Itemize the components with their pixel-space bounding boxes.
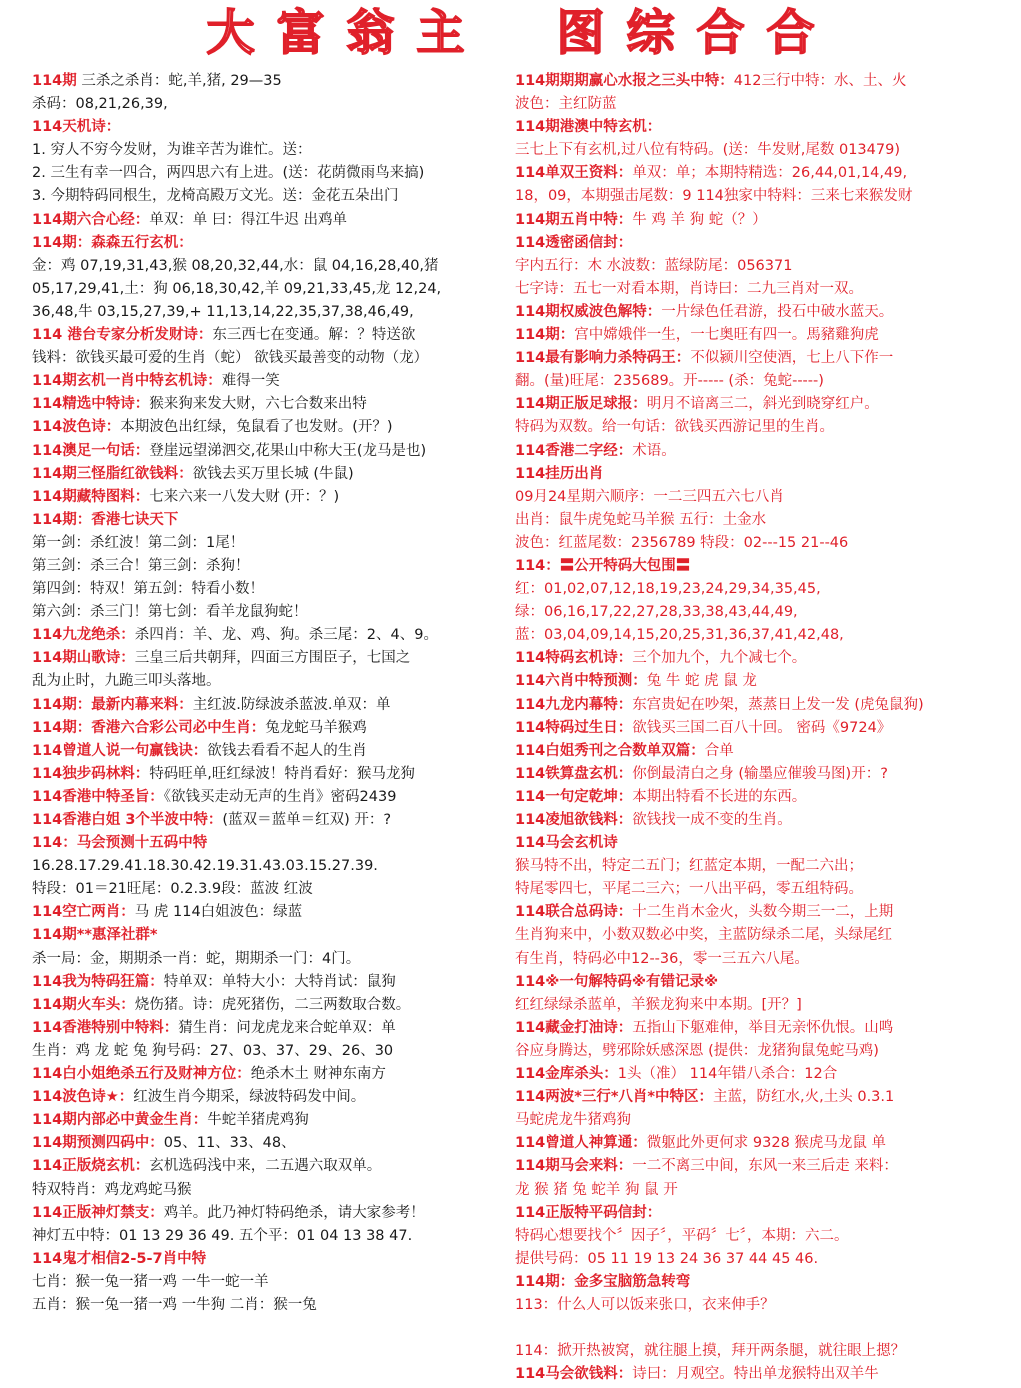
- text-line: [32, 278, 510, 301]
- line-body: 牛 鸡 羊 狗 蛇（？）: [632, 211, 767, 228]
- text-line: [32, 162, 510, 185]
- line-heading: 114期: [32, 73, 77, 89]
- text-line: [515, 555, 993, 578]
- line-body: 05,17,29,41,土：狗 06,18,30,42,羊 09,21,33,45,龙 12,24,: [32, 280, 442, 297]
- line-heading: 114特码玄机诗：: [515, 650, 633, 667]
- line-heading: 114六肖中特预测：: [515, 673, 647, 690]
- line-body: 提供号码：05 11 19 13 24 36 37 44 45 46.: [515, 1250, 819, 1267]
- line-body: 你倒最清白之身 (输墨应催骏马图)开：?: [632, 765, 888, 782]
- line-heading: 114期权威波色解特：: [515, 303, 662, 320]
- line-body: 412三行中特：水、土、火: [733, 73, 907, 89]
- line-body: 单双：单；本期特精选：26,44,01,14,49,: [632, 165, 908, 182]
- line-body: 龙 猴 猪 兔 蛇羊 狗 鼠 开: [515, 1181, 678, 1198]
- line-body: 五指山下躯难伸，举目无亲怀仇恨。山鸣: [632, 1019, 894, 1036]
- line-body: 113：什么人可以饭来张口，衣来伸手？: [515, 1296, 775, 1313]
- line-heading: 114曾道人说一句赢钱诀：: [32, 742, 208, 759]
- text-line: [515, 393, 993, 416]
- line-body: 36,48,牛 03,15,27,39,+ 11,13,14,22,35,37,38,46,49,: [32, 303, 414, 320]
- text-line: [32, 809, 510, 832]
- line-body: 一片绿色任君游，投石中破水蓝天。: [661, 303, 894, 320]
- text-line: [32, 832, 510, 855]
- text-line: [32, 1017, 510, 1040]
- text-line: [515, 463, 993, 486]
- text-line: [32, 370, 510, 393]
- line-heading: 114精选中特诗：: [32, 396, 150, 413]
- text-line: [32, 139, 510, 162]
- line-heading: 114：〓公开特码大包围〓: [515, 557, 691, 574]
- banner-char: 主: [416, 5, 465, 61]
- text-line: [32, 70, 510, 93]
- line-heading: 114波色诗：: [32, 419, 121, 436]
- text-line: [515, 809, 993, 832]
- line-body: 第四剑：特双！第五剑：特看小数！: [32, 581, 264, 598]
- line-body: 烧伤猪。诗：虎死猪伤，二三两数取合数。: [134, 996, 411, 1013]
- text-line: [515, 324, 993, 347]
- line-heading: 114特码过生日：: [515, 719, 633, 736]
- text-line: [515, 924, 993, 947]
- line-body: 红波生肖今期采，绿波特码发中间。: [133, 1089, 366, 1106]
- line-heading: 114香港白姐 3个半波中特：: [32, 812, 223, 828]
- text-line: [515, 855, 993, 878]
- line-body: 红：01,02,07,12,18,19,23,24,29,34,35,45,: [515, 581, 821, 598]
- line-body: 生肖狗来中，小数双数必中奖，主蓝防绿杀二尾，头绿尾红: [515, 927, 892, 944]
- line-heading: 114期港澳中特玄机：: [515, 119, 662, 136]
- line-body: 单双：单 曰：得江牛迟 出鸡单: [149, 211, 347, 228]
- text-line: [515, 1248, 993, 1271]
- line-body: 第六剑：杀三门！第七剑：看羊龙鼠狗蛇！: [32, 604, 308, 621]
- text-line: [515, 1063, 993, 1086]
- line-body: 主红波.防绿波杀蓝波.单双：单: [192, 696, 391, 713]
- line-body: 特单双：单特大小：大特肖试：鼠狗: [163, 973, 396, 990]
- line-heading: 114正版神灯禁支：: [32, 1204, 164, 1221]
- line-heading: 114凌旭欲钱料：: [515, 812, 633, 828]
- line-body: 鸡羊。此乃神灯特码绝杀，请大家参考！: [163, 1204, 425, 1221]
- line-body: 马蛇虎龙牛猪鸡狗: [515, 1112, 631, 1129]
- line-heading: 114天机诗：: [32, 119, 121, 136]
- text-line: [32, 1132, 510, 1155]
- line-body: 特尾零四七，平尾二三六；一八出平码，零五组特码。: [515, 881, 863, 898]
- line-body: 欲钱买三国二百八十回。 密码《9724》: [632, 719, 892, 736]
- line-body: 猴马特不出，特定二五门；红蓝定本期，一配二六出；: [515, 858, 863, 875]
- line-body: 第一剑：杀红波！第二剑：1尾！: [32, 534, 245, 551]
- line-heading: 114马会欲钱料：: [515, 1366, 633, 1383]
- text-line: [515, 717, 993, 740]
- line-body: 不似颍川空使酒，七上八下作一: [690, 350, 894, 367]
- line-heading: 114※一句解特码※有错记录※: [515, 973, 719, 990]
- text-line: [32, 416, 510, 439]
- text-line: [32, 924, 510, 947]
- line-heading: 114期**惠泽社群*: [32, 927, 158, 944]
- line-body: 有生肖，特码必中12--36，零一三五六八尾。: [515, 950, 809, 967]
- text-line: [515, 416, 993, 439]
- line-body: 本期出特看不长进的东西。: [632, 788, 807, 805]
- line-body: 特码心想要找个〞因子〞，平码〞七〞，本期：六二。: [515, 1227, 849, 1244]
- text-line: [515, 185, 993, 208]
- text-line: [32, 440, 510, 463]
- line-body: 牛蛇羊猪虎鸡狗: [207, 1112, 309, 1129]
- line-body: 1. 穷人不穷今发财，为谁辛苦为谁忙。送：: [32, 142, 312, 159]
- text-line: [32, 486, 510, 509]
- line-body: 杀四肖：羊、龙、鸡、狗。杀三尾：2、4、9。: [134, 627, 438, 644]
- text-line: [32, 717, 510, 740]
- line-body: 三七上下有玄机,过八位有特码。(送：牛发财,尾数 013479): [515, 142, 900, 159]
- text-line: [515, 1317, 993, 1340]
- line-body: 十二生肖木金火，头数今期三一二，上期: [632, 904, 894, 921]
- text-line: [32, 1109, 510, 1132]
- line-heading: 114期三怪脂红欲钱料：: [32, 465, 193, 482]
- line-body: 神灯五中特：01 13 29 36 49. 五个平：01 04 13 38 47.: [32, 1227, 413, 1244]
- line-heading: 114期：香港七诀天下: [32, 511, 179, 528]
- line-heading: 114空亡两肖：: [32, 904, 135, 921]
- text-line: [515, 786, 993, 809]
- text-line: [515, 1340, 993, 1363]
- text-line: [32, 601, 510, 624]
- line-body: (蓝双＝蓝单＝红双) 开：?: [222, 812, 392, 828]
- line-body: 第三剑：杀三合！第三剑：杀狗！: [32, 557, 250, 574]
- text-line: [515, 93, 993, 116]
- line-body: 五肖：猴一兔一猪一鸡 一牛狗 二肖：猴一兔: [32, 1296, 317, 1313]
- text-line: [515, 301, 993, 324]
- line-body: 金：鸡 07,19,31,43,猴 08,20,32,44,水：鼠 04,16,28,40,猪: [32, 257, 439, 274]
- line-body: 宇内五行：木 水波数：蓝绿防尾：056371: [515, 257, 793, 274]
- line-body: 红红绿绿杀蓝单，羊猴龙狗来中本期。[开？]: [515, 996, 802, 1013]
- line-heading: 114鬼才相信2-5-7肖中特: [32, 1250, 207, 1267]
- line-heading: 114期：金多宝脑筋急转弯: [515, 1273, 691, 1290]
- line-body: 特码为双数。给一句话：欲钱买西游记里的生肖。: [515, 419, 834, 436]
- text-line: [515, 578, 993, 601]
- line-body: 蓝：03,04,09,14,15,20,25,31,36,37,41,42,48,: [515, 627, 844, 644]
- line-heading: 114白姐秀刊之合数单双篇：: [515, 742, 705, 759]
- line-body: 马 虎 114白姐波色：绿蓝: [134, 904, 303, 921]
- text-line: [515, 1179, 993, 1202]
- text-line: [32, 347, 510, 370]
- text-line: [515, 278, 993, 301]
- text-line: [32, 670, 510, 693]
- page-banner: [0, 0, 1021, 66]
- line-heading: 114 港台专家分析发财诗：: [32, 327, 213, 344]
- text-line: [515, 209, 993, 232]
- line-heading: 114香港特别中特料：: [32, 1019, 179, 1036]
- line-heading: 114藏金打油诗：: [515, 1019, 633, 1036]
- line-heading: 114期：香港六合彩公司必中生肖：: [32, 719, 266, 736]
- line-body: 三杀之杀肖：蛇,羊,猪, 29—35: [76, 73, 282, 89]
- text-line: [32, 1063, 510, 1086]
- text-line: [32, 786, 510, 809]
- line-body: 特段：01＝21旺尾：0.2.3.9段：蓝波 红波: [32, 881, 313, 898]
- line-body: 16.28.17.29.41.18.30.42.19.31.43.03.15.27.39.: [32, 858, 378, 875]
- banner-char: 富: [276, 5, 325, 61]
- text-line: [32, 994, 510, 1017]
- text-line: [32, 116, 510, 139]
- line-heading: 114期山歌诗：: [32, 650, 135, 667]
- text-line: [515, 740, 993, 763]
- line-body: 三个加九个，九个减七个。: [632, 650, 807, 667]
- line-heading: 114马会玄机诗: [515, 835, 618, 852]
- text-line: [515, 624, 993, 647]
- line-heading: 114期预测四码中：: [32, 1135, 164, 1152]
- text-line: [515, 232, 993, 255]
- line-body: 猴来狗来发大财，六七合数来出特: [149, 396, 367, 413]
- line-heading: 114期：最新内幕来料：: [32, 696, 193, 713]
- line-body: 生肖：鸡 龙 蛇 兔 狗号码：27、03、37、29、26、30: [32, 1042, 394, 1059]
- text-line: [32, 763, 510, 786]
- text-line: [515, 370, 993, 393]
- line-heading: 114两波*三行*八肖*中特区：: [515, 1089, 714, 1106]
- line-heading: 114期火车头：: [32, 996, 135, 1013]
- banner-char: 合: [696, 5, 745, 61]
- line-heading: 114独步码林料：: [32, 765, 150, 782]
- line-body: 合单: [704, 742, 734, 759]
- line-body: 本期波色出红绿，兔鼠看了也发财。(开？): [120, 419, 393, 436]
- line-heading: 114单双王资料：: [515, 165, 633, 182]
- line-body: 翻。(量)旺尾：235689。开----- (杀：兔蛇-----): [515, 373, 824, 390]
- line-body: 波色：主红防蓝: [515, 96, 617, 113]
- text-line: [32, 509, 510, 532]
- text-line: [515, 763, 993, 786]
- text-line: [32, 93, 510, 116]
- line-body: 谷应身腾达，劈邪除妖感深恩 (提供：龙猪狗鼠兔蛇马鸡): [515, 1042, 879, 1059]
- line-heading: 114期马会来料：: [515, 1158, 633, 1175]
- text-line: [32, 1248, 510, 1271]
- line-body: 3. 今期特码同根生，龙椅高殿万文光。送：金花五朵出门: [32, 188, 399, 205]
- text-line: [515, 971, 993, 994]
- text-line: [32, 532, 510, 555]
- text-line: [32, 232, 510, 255]
- text-line: [32, 971, 510, 994]
- text-line: [515, 1294, 993, 1317]
- line-body: 兔龙蛇马羊猴鸡: [265, 719, 367, 736]
- line-body: 登崖远望涕泗交,花果山中称大王(龙马是也): [149, 442, 427, 459]
- text-line: [32, 555, 510, 578]
- text-line: [515, 139, 993, 162]
- line-heading: 114联合总码诗：: [515, 904, 633, 921]
- line-body: 09月24星期六顺序：一二三四五六七八肖: [515, 488, 784, 505]
- text-line: [515, 70, 993, 93]
- text-line: [515, 694, 993, 717]
- line-heading: 114期玄机一肖中特玄机诗：: [32, 373, 222, 390]
- line-body: 七肖：猴一兔一猪一鸡 一牛一蛇一羊: [32, 1273, 269, 1290]
- text-line: [515, 255, 993, 278]
- line-body: 诗曰：月观空。特出单龙猴特出双羊牛: [632, 1366, 879, 1383]
- line-heading: 114香港中特圣旨：: [32, 788, 164, 805]
- text-line: [32, 301, 510, 324]
- line-heading: 114期期期赢心水报之三头中特：: [515, 73, 734, 89]
- line-body: 三皇三后共朝拜，四面三方围臣子，七国之: [134, 650, 411, 667]
- line-heading: 114九龙绝杀：: [32, 627, 135, 644]
- text-line: [32, 185, 510, 208]
- line-body: 特双特肖：鸡龙鸡蛇马猴: [32, 1181, 192, 1198]
- line-body: 七字诗：五七一对看本期，肖诗曰：二九三肖对一双。: [515, 280, 863, 297]
- line-body: 杀码：08,21,26,39,: [32, 96, 168, 113]
- line-body: 欲钱去看看不起人的生肖: [207, 742, 367, 759]
- text-line: [32, 740, 510, 763]
- line-body: 微躯此外更何求 9328 猴虎马龙鼠 单: [646, 1135, 887, 1152]
- text-line: [32, 1225, 510, 1248]
- line-heading: 114一句定乾坤：: [515, 788, 633, 805]
- text-line: [515, 994, 993, 1017]
- text-line: [515, 1017, 993, 1040]
- line-heading: 114：马会预测十五码中特: [32, 835, 208, 852]
- line-heading: 114曾道人神算通：: [515, 1135, 647, 1152]
- line-heading: 114九龙内幕特：: [515, 696, 633, 713]
- text-line: [32, 209, 510, 232]
- line-heading: 114澳足一句话：: [32, 442, 150, 459]
- text-line: [515, 162, 993, 185]
- banner-char: 图: [556, 5, 605, 61]
- line-body: 七来六来一八发大财 (开：？): [149, 488, 340, 505]
- text-line: [515, 347, 993, 370]
- line-heading: 114最有影响力杀特码王：: [515, 350, 691, 367]
- line-heading: 114我为特码狂篇：: [32, 973, 164, 990]
- text-line: [515, 1040, 993, 1063]
- line-heading: 114正版特平码信封：: [515, 1204, 662, 1221]
- banner-char: 合: [766, 5, 815, 61]
- line-heading: 114透密函信封：: [515, 234, 633, 251]
- banner-char: 综: [626, 5, 675, 61]
- line-heading: 114期内部必中黄金生肖：: [32, 1112, 208, 1129]
- line-body: 钱料：欲钱买最可爱的生肖（蛇） 欲钱买最善变的动物（龙）: [32, 350, 429, 367]
- text-line: [515, 1086, 993, 1109]
- line-body: 114：掀开热被窝，就往腿上摸，拜开两条腿，就往眼上摁？: [515, 1343, 906, 1360]
- line-heading: 114香港二字经：: [515, 442, 633, 459]
- line-heading: 114波色诗★：: [32, 1089, 134, 1106]
- left-column: [32, 70, 510, 1317]
- text-line: [32, 1271, 510, 1294]
- text-line: [515, 532, 993, 555]
- text-line: [32, 901, 510, 924]
- text-line: [32, 578, 510, 601]
- line-body: 《欲钱买走动无声的生肖》密码2439: [163, 788, 397, 805]
- text-line: [515, 486, 993, 509]
- text-line: [32, 1040, 510, 1063]
- line-heading: 114期五肖中特：: [515, 211, 633, 228]
- line-body: 绝杀木土 财神东南方: [250, 1066, 386, 1083]
- line-body: 2. 三生有幸一四合，两四思六有上进。(送：花荫微雨鸟来搞): [32, 165, 425, 182]
- line-body: 绿：06,16,17,22,27,28,33,38,43,44,49,: [515, 604, 798, 621]
- text-line: [32, 647, 510, 670]
- line-heading: 114金库杀头：: [515, 1066, 618, 1083]
- line-heading: 114正版烧玄机：: [32, 1158, 150, 1175]
- text-line: [32, 255, 510, 278]
- text-line: [32, 1202, 510, 1225]
- text-line: [515, 647, 993, 670]
- text-line: [515, 1132, 993, 1155]
- line-body: 主蓝，防红水,火,土头 0.3.1: [713, 1089, 895, 1106]
- text-line: [515, 878, 993, 901]
- text-line: [515, 832, 993, 855]
- line-heading: 114期六合心经：: [32, 211, 150, 228]
- text-line: [32, 855, 510, 878]
- right-column: [515, 70, 993, 1386]
- text-line: [515, 440, 993, 463]
- line-body: 一二不离三中间，东风一来三后走 来料：: [632, 1158, 898, 1175]
- banner-char: 翁: [346, 5, 395, 61]
- text-line: [515, 1363, 993, 1386]
- text-line: [32, 463, 510, 486]
- line-body: 1头（准） 114年错八杀合：12合: [617, 1066, 838, 1083]
- text-line: [32, 1086, 510, 1109]
- line-body: 难得一笑: [221, 373, 280, 390]
- line-body: 18，09，本期强击尾数：9 114独家中特料：三来七来猴发财: [515, 188, 913, 205]
- line-body: 杀一局：金，期期杀一肖：蛇，期期杀一门：4门。: [32, 950, 361, 967]
- text-line: [32, 1155, 510, 1178]
- line-heading: 114期：: [515, 327, 575, 344]
- line-body: 猜生肖：问龙虎龙来合蛇单双：单: [178, 1019, 396, 1036]
- text-line: [515, 601, 993, 624]
- line-body: 05、11、33、48、: [163, 1135, 296, 1152]
- line-body: 东宫贵妃在吵架，蒸蒸日上发一发 (虎兔鼠狗): [632, 696, 924, 713]
- line-body: 欲钱去买万里长城 (牛鼠): [192, 465, 354, 482]
- line-heading: 114期：森森五行玄机：: [32, 234, 193, 251]
- text-line: [32, 624, 510, 647]
- line-body: 乱为止时，九跪三叩头落地。: [32, 673, 221, 690]
- text-line: [515, 1155, 993, 1178]
- line-body: 明月不谙离三二，斜光到晓穿红户。: [646, 396, 879, 413]
- text-line: [32, 694, 510, 717]
- line-body: 宫中嫦娥伴一生，一七奥旺有四一。馬豬雞狗虎: [574, 327, 879, 344]
- text-line: [32, 1294, 510, 1317]
- line-heading: 114期正版足球报：: [515, 396, 647, 413]
- line-body: 出肖：鼠牛虎兔蛇马羊猴 五行：土金水: [515, 511, 767, 528]
- line-body: 术语。: [632, 442, 676, 459]
- line-body: 特码旺单,旺红绿波！特肖看好：猴马龙狗: [149, 765, 415, 782]
- line-heading: 114期藏特图料：: [32, 488, 150, 505]
- line-heading: 114铁算盘玄机：: [515, 765, 633, 782]
- text-line: [32, 324, 510, 347]
- text-line: [515, 1271, 993, 1294]
- text-line: [32, 948, 510, 971]
- line-body: 兔 牛 蛇 虎 鼠 龙: [646, 673, 757, 690]
- text-line: [515, 670, 993, 693]
- text-line: [515, 1225, 993, 1248]
- line-heading: 114挂历出肖: [515, 465, 604, 482]
- line-body: 东三西七在变通。解：？特送欲: [212, 327, 416, 344]
- line-heading: 114白小姐绝杀五行及财神方位：: [32, 1066, 251, 1083]
- text-line: [32, 1179, 510, 1202]
- line-body: 欲钱找一成不变的生肖。: [632, 812, 792, 828]
- text-line: [515, 116, 993, 139]
- text-line: [515, 1109, 993, 1132]
- text-line: [515, 1202, 993, 1225]
- text-line: [515, 948, 993, 971]
- text-line: [515, 901, 993, 924]
- text-line: [32, 878, 510, 901]
- banner-char: 大: [206, 5, 255, 61]
- line-body: 玄机选码浅中来，二五遇六取双单。: [149, 1158, 382, 1175]
- line-body: 波色：红蓝尾数：2356789 特段：02---15 21--46: [515, 534, 849, 551]
- text-line: [32, 393, 510, 416]
- text-line: [515, 509, 993, 532]
